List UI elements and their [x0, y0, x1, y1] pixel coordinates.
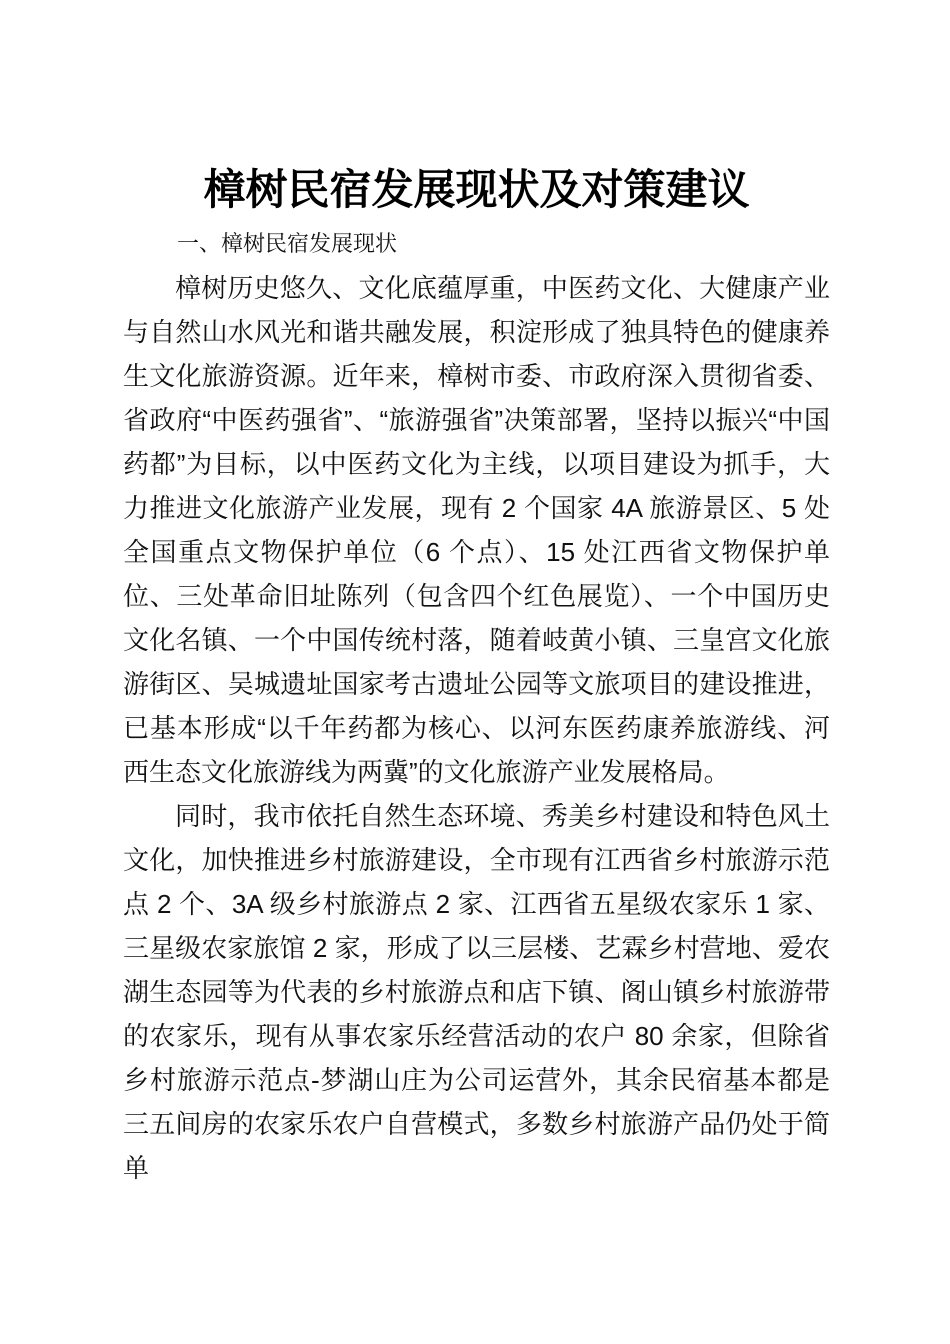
document-title: 樟树民宿发展现状及对策建议 — [203, 165, 750, 214]
section-heading: 一、樟树民宿发展现状 — [177, 231, 398, 256]
paragraph-development-overview: 樟树历史悠久、文化底蕴厚重，中医药文化、大健康产业与自然山水风光和谐共融发展，积淀形成了独具特色的健康养生文化旅游资源。近年来，樟树市委、市政府深入贯彻省委、省政府“中医药强省”、“旅游强省”决策部署，坚持以振兴“中国药都”为目标，以中医药文化为主线，以项目建设为抓手，大力推进文化旅游产业发展，现有 2 个国家 4A 旅游景区、5 处全国重点文物保护单位（6 个点）、15 处江西省文物保护单位、三处革命旧址陈列（包含四个红色展览）、一个中国历史文化名镇、一个中国传统村落，随着岐黄小镇、三皇宫文化旅游街区、吴城遗址国家考古遗址公园等文旅项目的建设推进，已基本形成“以千年药都为核心、以河东医药康养旅游线、河西生态文化旅游线为两冀”的文化旅游产业发展格局。 — [123, 273, 830, 787]
paragraph-rural-tourism: 同时，我市依托自然生态环境、秀美乡村建设和特色风土文化，加快推进乡村旅游建设，全市现有江西省乡村旅游示范点 2 个、3A 级乡村旅游点 2 家、江西省五星级农家乐 1 家、三星级农家旅馆 2 家，形成了以三层楼、艺霖乡村营地、爱农湖生态园等为代表的乡村旅游点和店下镇、阁山镇乡村旅游带的农家乐，现有从事农家乐经营活动的农户 80 余家，但除省乡村旅游示范点-梦湖山庄为公司运营外，其余民宿基本都是三五间房的农家乐农户自营模式，多数乡村旅游产品仍处于简单 — [123, 801, 830, 1183]
